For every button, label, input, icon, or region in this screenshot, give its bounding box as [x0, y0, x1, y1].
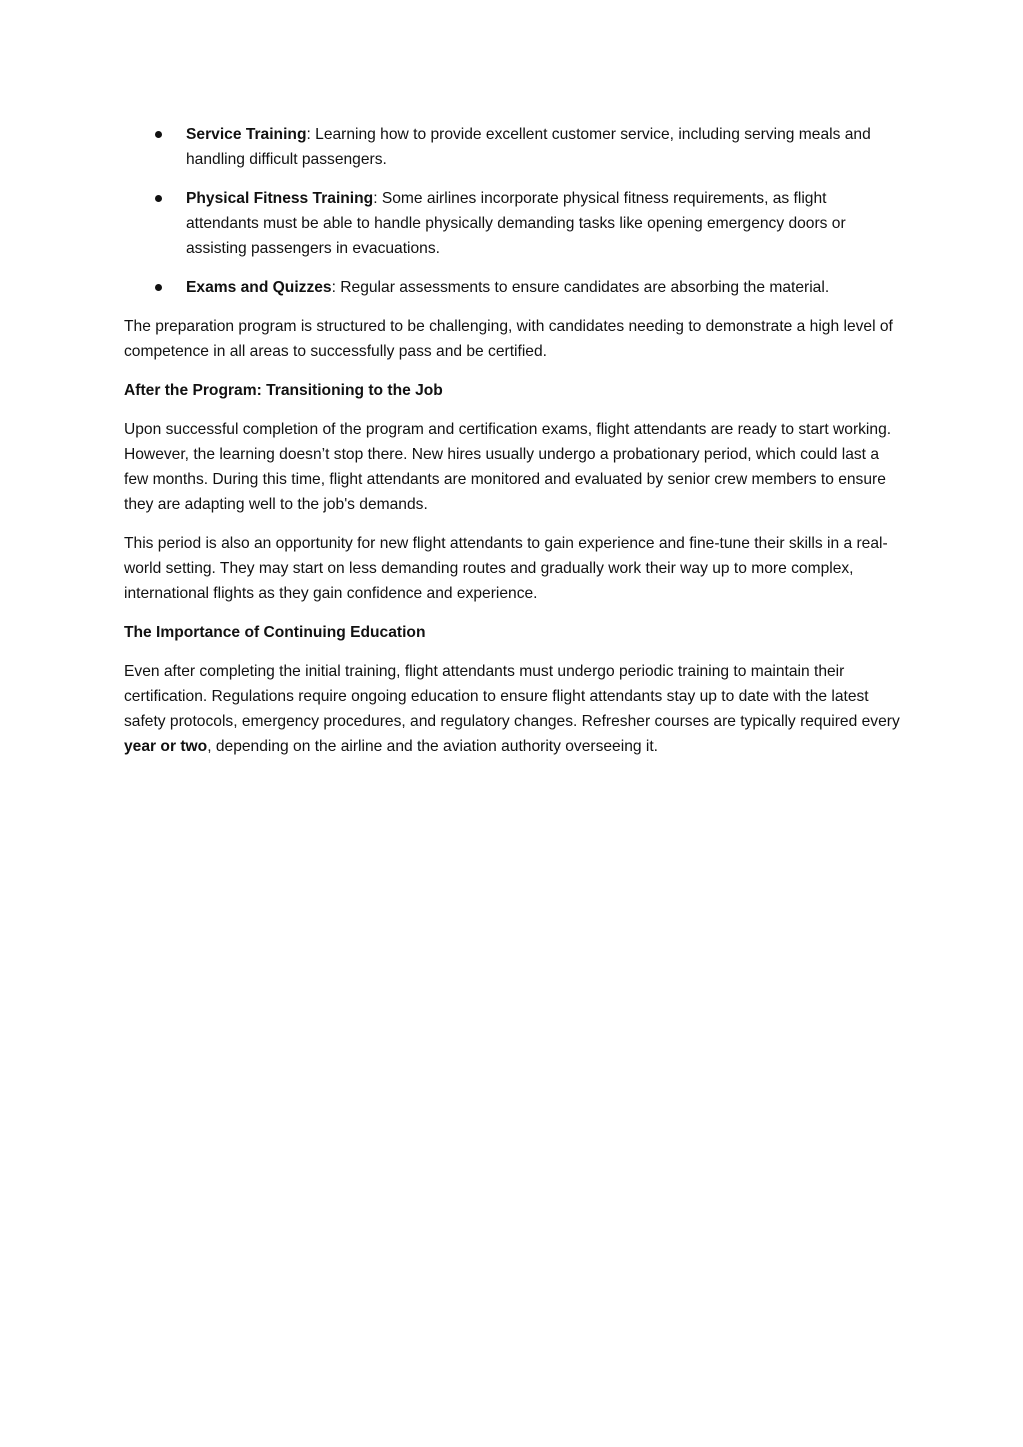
list-item: [124, 122, 900, 172]
bullet-term: Service Training: [186, 126, 307, 143]
paragraph-continuing-education: [124, 659, 900, 759]
bullet-icon: [155, 284, 162, 291]
training-bullet-list: [124, 122, 900, 300]
section-heading-after-program: After the Program: Transitioning to the Job: [124, 382, 443, 399]
paragraph-upon-completion: Upon successful completion of the program and certification exams, flight attendants are ready to start working. However, the learning doesn’t stop there. New hires usually undergo a probationary period, which could last a few months. During this time, flight attendants are monitored and evaluated by senior crew members to ensure they are adapting well to the job's demands.: [124, 421, 892, 513]
bullet-icon: [155, 131, 162, 138]
bullet-icon: [155, 195, 162, 202]
bullet-text: : Regular assessments to ensure candidates are absorbing the material.: [331, 279, 830, 296]
bullet-text: : Learning how to provide excellent customer service, including serving meals and handling difficult passengers.: [186, 126, 871, 168]
document-body: [124, 122, 900, 773]
emphasis-text: year or two: [124, 738, 208, 755]
paragraph-text: Even after completing the initial training, flight attendants must undergo periodic training to maintain their certification. Regulations require ongoing education to ensure flight attendants stay up to date with the latest safety protocols, emergency procedures, and regulatory changes. Refresher courses are typically required every: [124, 663, 900, 730]
bullet-term: Exams and Quizzes: [186, 279, 332, 296]
list-item: [124, 186, 900, 261]
bullet-term: Physical Fitness Training: [186, 190, 374, 207]
bullet-text: : Some airlines incorporate physical fitness requirements, as flight attendants must be able to handle physically demanding tasks like opening emergency doors or assisting passengers in evacuations.: [186, 190, 846, 257]
section-heading-continuing-education: The Importance of Continuing Education: [124, 624, 426, 641]
paragraph-probation-period: This period is also an opportunity for new flight attendants to gain experience and fine-tune their skills in a real-world setting. They may start on less demanding routes and gradually work their way up to more complex, international flights as they gain confidence and experience.: [124, 535, 888, 602]
list-item: [124, 275, 900, 300]
paragraph-program: The preparation program is structured to be challenging, with candidates needing to demonstrate a high level of competence in all areas to successfully pass and be certified.: [124, 318, 893, 360]
paragraph-text: , depending on the airline and the aviation authority overseeing it.: [207, 738, 658, 755]
